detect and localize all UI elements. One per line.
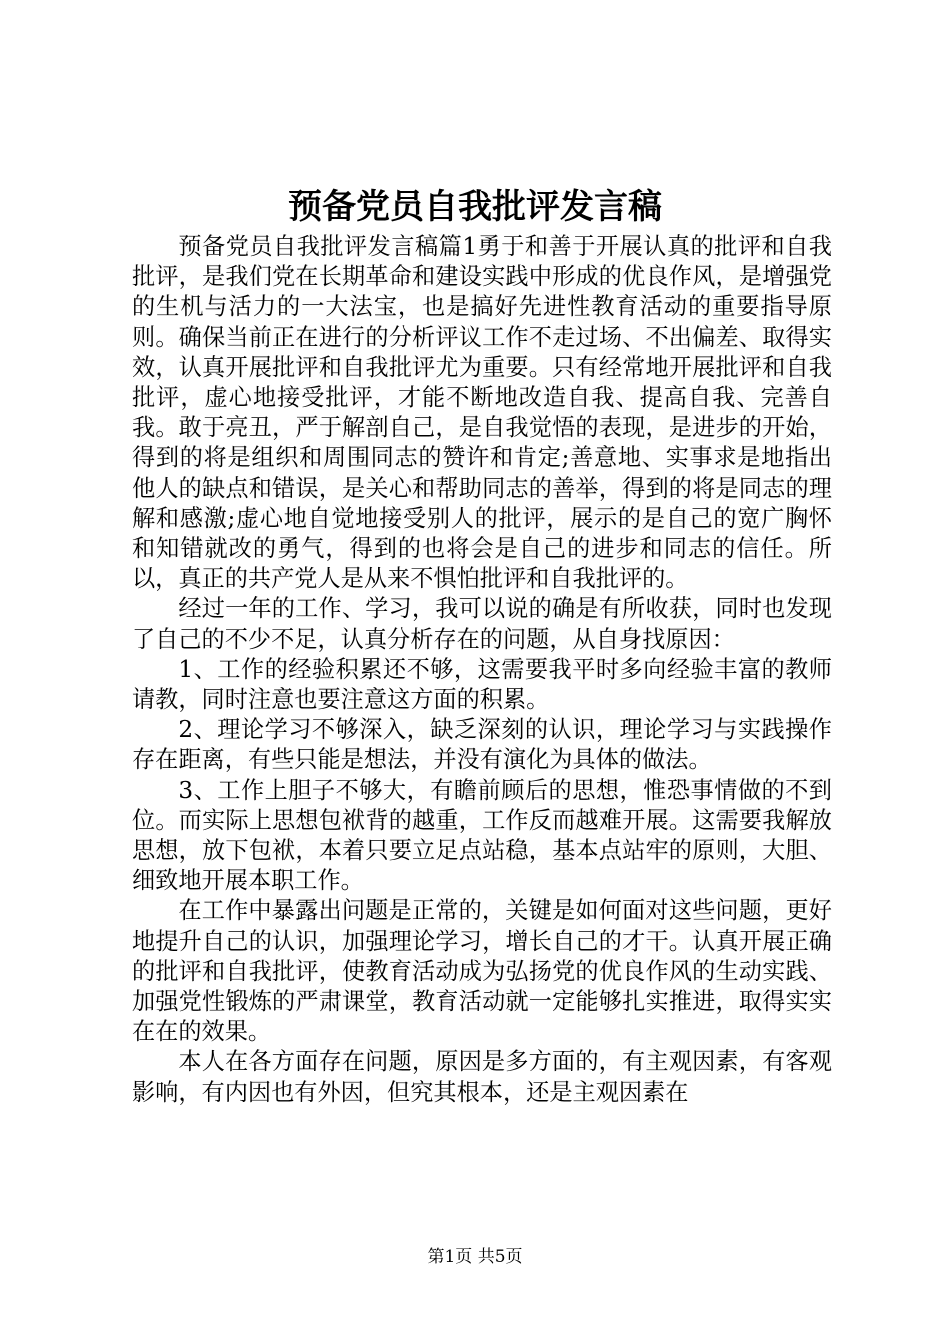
list-item: 1、工作的经验积累还不够，这需要我平时多向经验丰富的教师请教，同时注意也要注意这方面的积累。 (132, 655, 832, 714)
document-body (132, 232, 832, 1108)
list-item: 2、理论学习不够深入，缺乏深刻的认识，理论学习与实践操作存在距离，有些只能是想法，并没有演化为具体的做法。 (132, 716, 832, 774)
paragraph: 本人在各方面存在问题，原因是多方面的，有主观因素，有客观影响，有内因也有外因，但究其根本，还是主观因素在 (132, 1048, 832, 1106)
paragraph: 经过一年的工作、学习，我可以说的确是有所收获，同时也发现了自己的不少不足，认真分析存在的问题，从自身找原因： (132, 595, 832, 653)
paragraph: 预备党员自我批评发言稿篇1勇于和善于开展认真的批评和自我批评，是我们党在长期革命和建设实践中形成的优良作风，是增强党的生机与活力的一大法宝，也是搞好先进性教育活动的重要指导原则。确保当前正在进行的分析评议工作不走过场、不出偏差、取得实效，认真开展批评和自我批评尤为重要。只有经常地开展批评和自我批评，虚心地接受批评，才能不断地改造自我、提高自我、完善自我。敢于亮丑，严于解剖自己，是自我觉悟的表现，是进步的开始，得到的将是组织和周围同志的赞许和肯定;善意地、实事求是地指出他人的缺点和错误，是关心和帮助同志的善举，得到的将是同志的理解和感激;虚心地自觉地接受别人的批评，展示的是自己的宽广胸怀和知错就改的勇气，得到的也将会是自己的进步和同志的信任。所以，真正的共产党人是从来不惧怕批评和自我批评的。 (132, 233, 832, 593)
document-title: 预备党员自我批评发言稿 (288, 187, 662, 227)
paragraph: 在工作中暴露出问题是正常的，关键是如何面对这些问题，更好地提升自己的认识，加强理论学习，增长自己的才干。认真开展正确的批评和自我批评，使教育活动成为弘扬党的优良作风的生动实践、加强党性锻炼的严肃课堂，教育活动就一定能够扎实推进，取得实实在在的效果。 (132, 897, 832, 1046)
page-footer: 第1页 共5页 (427, 1247, 523, 1267)
list-item: 3、工作上胆子不够大，有瞻前顾后的思想，惟恐事情做的不到位。而实际上思想包袱背的越重，工作反而越难开展。这需要我解放思想，放下包袱，本着只要立足点站稳，基本点站牢的原则，大胆、细致地开展本职工作。 (132, 776, 832, 895)
